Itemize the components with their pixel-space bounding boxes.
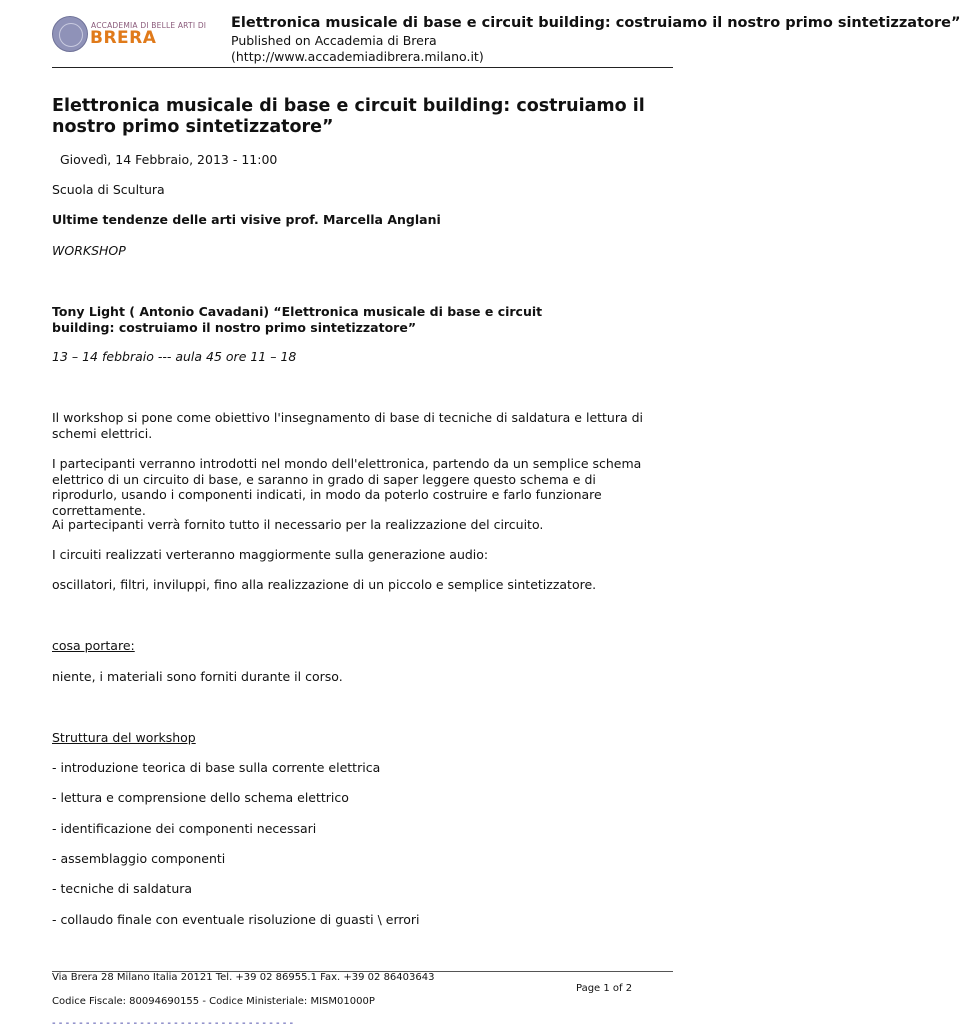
paragraph: I partecipanti verranno introdotti nel mondo dell'elettronica, partendo da un semplice schema elettrico di un circuito di base, e saranno in grado di saper leggere questo schema e di riprodurlo, usando i componenti indicati, in modo da poterlo costruire e farlo funzionare correttamente. (52, 456, 642, 518)
header-published-on: Published on Accademia di Brera (231, 33, 437, 48)
academy-logo (52, 16, 212, 54)
footer-codes: Codice Fiscale: 80094690155 - Codice Ministeriale: MISM01000P (52, 996, 375, 1007)
paragraph: Ai partecipanti verrà fornito tutto il necessario per la realizzazione del circuito. (52, 517, 544, 532)
page-number: Page 1 of 2 (576, 983, 633, 994)
logo-text-top: ACCADEMIA DI BELLE ARTI DI (91, 21, 207, 30)
list-item: - identificazione dei componenti necessari (52, 821, 317, 836)
list-item: - introduzione teorica di base sulla corrente elettrica (52, 760, 381, 775)
event-type: WORKSHOP (52, 243, 126, 258)
list-item: - tecniche di saldatura (52, 881, 193, 896)
footer-link-cut[interactable]: - - - - - - - - - - - - - - - - - - - - - - - - - - - - - - - - - - - - (52, 1018, 294, 1029)
list-item: - lettura e comprensione dello schema elettrico (52, 790, 349, 805)
workshop-schedule: 13 – 14 febbraio --- aula 45 ore 11 – 18 (52, 349, 297, 364)
course-name: Ultime tendenze delle arti visive prof. Marcella Anglani (52, 212, 441, 227)
list-item: - assemblaggio componenti (52, 851, 226, 866)
workshop-subtitle: Tony Light ( Antonio Cavadani) “Elettronica musicale di base e circuit building: costruiamo il nostro primo sintetizzatore” (52, 304, 543, 335)
paragraph: Il workshop si pone come obiettivo l'insegnamento di base di tecniche di saldatura e lettura di schemi elettrici. (52, 410, 644, 441)
header-url[interactable]: (http://www.accademiadibrera.milano.it) (231, 49, 484, 64)
list-item: - collaudo finale con eventuale risoluzione di guasti \ errori (52, 912, 420, 927)
structure-heading: Struttura del workshop (52, 730, 196, 745)
header-divider (52, 67, 673, 68)
seal-icon (52, 16, 88, 52)
bring-heading: cosa portare: (52, 638, 135, 653)
page-title: Elettronica musicale di base e circuit building: costruiamo il nostro primo sintetizzatore” (52, 96, 645, 137)
bring-text: niente, i materiali sono forniti durante il corso. (52, 669, 343, 684)
school-name: Scuola di Scultura (52, 182, 165, 197)
header-title: Elettronica musicale di base e circuit building: costruiamo il nostro primo sintetizzatore” (231, 15, 961, 31)
footer-address: Via Brera 28 Milano Italia 20121 Tel. +39 02 86955.1 Fax. +39 02 86403643 (52, 972, 435, 983)
logo-text-brera: BRERA (90, 28, 157, 48)
paragraph: oscillatori, filtri, inviluppi, fino alla realizzazione di un piccolo e semplice sintetizzatore. (52, 577, 597, 592)
paragraph: I circuiti realizzati verteranno maggiormente sulla generazione audio: (52, 547, 489, 562)
event-date: Giovedì, 14 Febbraio, 2013 - 11:00 (60, 152, 278, 167)
